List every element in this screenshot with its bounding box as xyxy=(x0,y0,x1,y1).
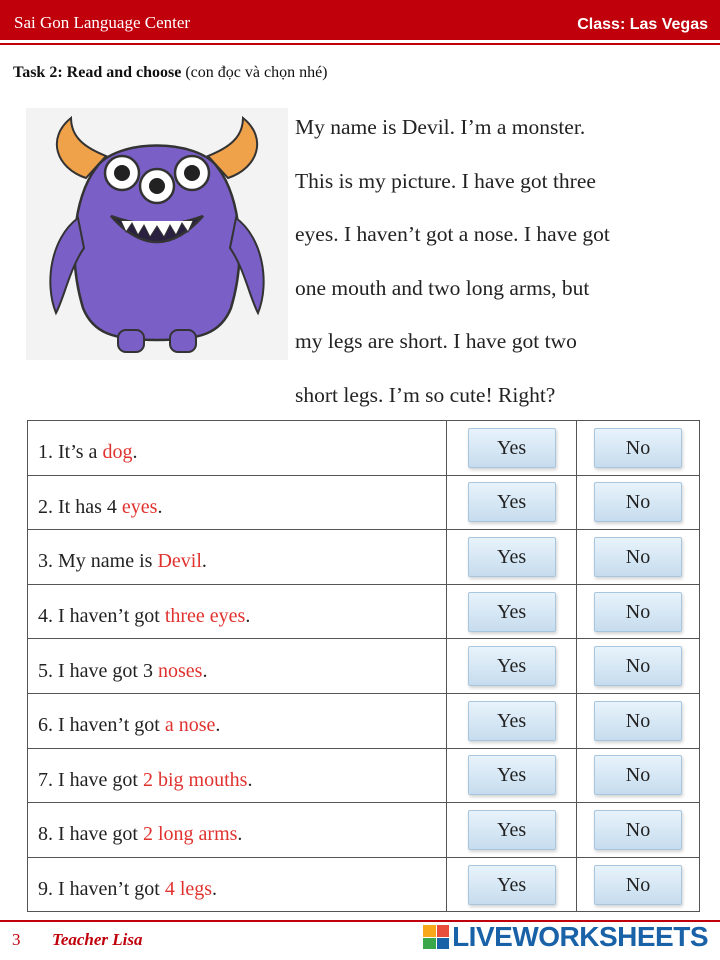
reading-passage xyxy=(295,108,695,430)
question-prefix: 1. It’s a xyxy=(38,441,103,464)
header-bar xyxy=(0,0,720,40)
table-row xyxy=(28,584,700,639)
reading-line: my legs are short. I have got two xyxy=(295,329,577,354)
question-suffix: . xyxy=(237,823,243,846)
question-highlight: Devil xyxy=(157,550,202,573)
question-suffix: . xyxy=(132,441,138,464)
reading-line: one mouth and two long arms, but xyxy=(295,275,590,300)
question-prefix: 8. I have got xyxy=(38,823,143,846)
yes-button[interactable]: Yes xyxy=(468,701,556,741)
table-row xyxy=(28,530,700,585)
class-label: Class: Las Vegas xyxy=(577,16,708,33)
brand-text: LIVEWORKSHEETS xyxy=(452,921,708,952)
question-suffix: . xyxy=(157,495,163,518)
question-highlight: dog xyxy=(102,441,133,464)
yes-button[interactable]: Yes xyxy=(468,592,556,632)
no-button[interactable]: No xyxy=(594,701,682,741)
no-button[interactable]: No xyxy=(594,537,682,577)
question-prefix: 4. I haven’t got xyxy=(38,605,165,628)
question-suffix: . xyxy=(245,605,251,628)
question-highlight: 4 legs xyxy=(164,878,213,901)
question-suffix: . xyxy=(201,550,207,573)
no-button[interactable]: No xyxy=(594,592,682,632)
question-text xyxy=(28,693,447,748)
no-button[interactable]: No xyxy=(594,810,682,850)
question-prefix: 7. I have got xyxy=(38,768,143,791)
table-row xyxy=(28,748,700,803)
table-row xyxy=(28,639,700,694)
brand-logo[interactable] xyxy=(423,920,708,954)
yes-button[interactable]: Yes xyxy=(468,810,556,850)
yes-button[interactable]: Yes xyxy=(468,537,556,577)
question-highlight: noses xyxy=(157,659,203,682)
question-text xyxy=(28,803,447,858)
no-button[interactable]: No xyxy=(594,482,682,522)
liveworksheets-icon xyxy=(423,925,449,949)
question-highlight: 2 big mouths xyxy=(142,768,248,791)
yes-button[interactable]: Yes xyxy=(468,755,556,795)
question-text xyxy=(28,748,447,803)
table-row xyxy=(28,857,700,912)
question-highlight: 2 long arms xyxy=(142,823,238,846)
question-highlight: eyes xyxy=(121,495,158,518)
question-text xyxy=(28,639,447,694)
question-prefix: 6. I haven’t got xyxy=(38,714,165,737)
question-suffix: . xyxy=(212,878,218,901)
no-button[interactable]: No xyxy=(594,428,682,468)
question-suffix: . xyxy=(215,714,221,737)
question-text xyxy=(28,421,447,476)
question-table xyxy=(27,420,700,912)
table-row xyxy=(28,421,700,476)
no-button[interactable]: No xyxy=(594,646,682,686)
question-suffix: . xyxy=(202,659,208,682)
question-prefix: 2. It has 4 xyxy=(38,495,122,518)
question-highlight: a nose xyxy=(164,714,216,737)
reading-line: My name is Devil. I’m a monster. xyxy=(295,115,586,139)
no-button[interactable]: No xyxy=(594,865,682,905)
yes-button[interactable]: Yes xyxy=(468,428,556,468)
question-prefix: 5. I have got 3 xyxy=(38,659,158,682)
yes-button[interactable]: Yes xyxy=(468,646,556,686)
task-heading xyxy=(13,64,328,82)
question-text xyxy=(28,857,447,912)
yes-button[interactable]: Yes xyxy=(468,865,556,905)
reading-line: short legs. I’m so cute! Right? xyxy=(295,382,556,407)
reading-line: This is my picture. I have got three xyxy=(295,168,596,193)
header-divider xyxy=(0,43,720,45)
table-row xyxy=(28,693,700,748)
question-prefix: 3. My name is xyxy=(38,550,158,573)
monster-icon xyxy=(26,108,288,360)
reading-line: eyes. I haven’t got a nose. I have got xyxy=(295,222,610,247)
question-text xyxy=(28,530,447,585)
monster-picture xyxy=(26,108,288,360)
question-text xyxy=(28,584,447,639)
question-prefix: 9. I haven’t got xyxy=(38,878,165,901)
question-suffix: . xyxy=(247,768,253,791)
task-title: Task 2: Read and choose xyxy=(13,64,182,81)
task-subtitle: (con đọc và chọn nhé) xyxy=(185,64,328,81)
center-name: Sai Gon Language Center xyxy=(14,13,191,32)
no-button[interactable]: No xyxy=(594,755,682,795)
page-number: 3 xyxy=(12,930,21,949)
question-highlight: three eyes xyxy=(164,605,246,628)
yes-button[interactable]: Yes xyxy=(468,482,556,522)
question-text xyxy=(28,475,447,530)
teacher-name: Teacher Lisa xyxy=(52,930,143,949)
table-row xyxy=(28,803,700,858)
table-row xyxy=(28,475,700,530)
